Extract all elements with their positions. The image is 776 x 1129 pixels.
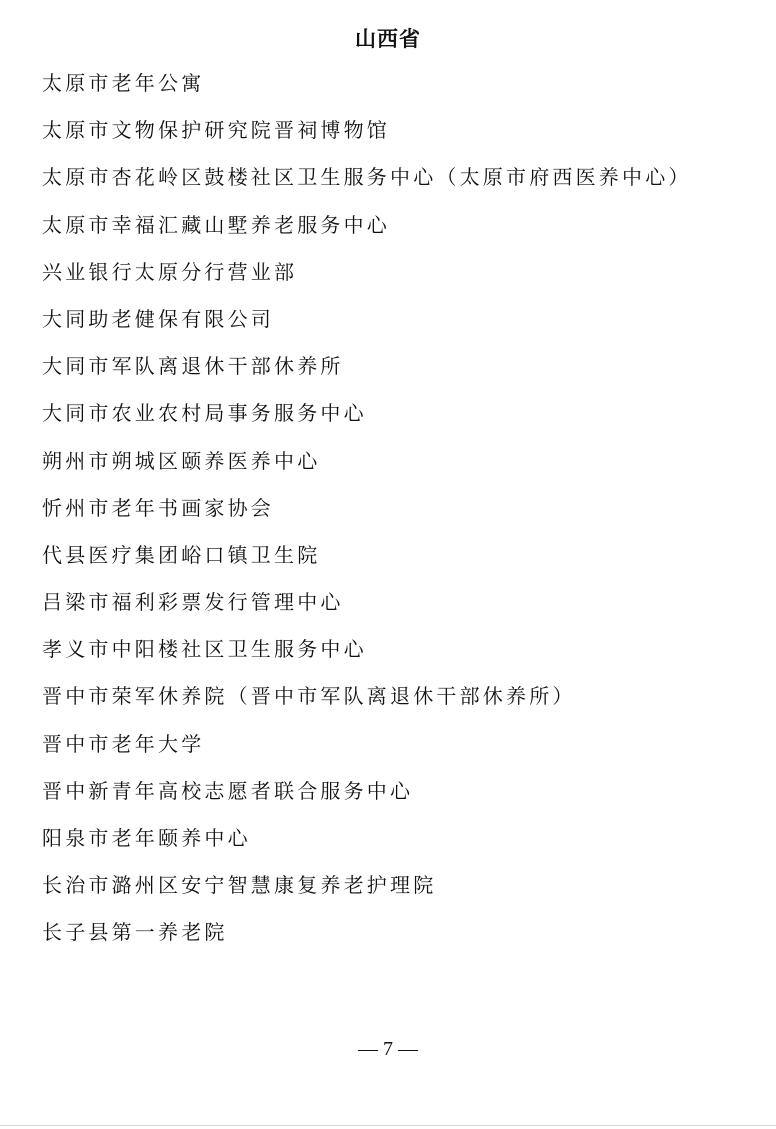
page-bottom-divider [0, 1125, 776, 1126]
list-item: 孝义市中阳楼社区卫生服务中心 [42, 637, 367, 662]
list-item: 大同助老健保有限公司 [42, 306, 274, 331]
list-item: 晋中市荣军休养院（晋中市军队离退休干部休养所） [42, 684, 576, 709]
list-item: 太原市杏花岭区鼓楼社区卫生服务中心（太原市府西医养中心） [42, 165, 692, 190]
list-item: 朔州市朔城区颐养医养中心 [42, 448, 321, 473]
list-item: 长子县第一养老院 [42, 920, 228, 945]
list-item: 太原市幸福汇藏山墅养老服务中心 [42, 212, 390, 237]
list-item: 吕梁市福利彩票发行管理中心 [42, 590, 344, 615]
list-item: 代县医疗集团峪口镇卫生院 [42, 542, 321, 567]
page-number: — 7 — [358, 1038, 418, 1060]
list-item: 兴业银行太原分行营业部 [42, 259, 298, 284]
page-title: 山西省 [355, 27, 421, 51]
organization-list [42, 64, 692, 961]
list-item: 晋中新青年高校志愿者联合服务中心 [42, 778, 414, 803]
list-item: 晋中市老年大学 [42, 731, 205, 756]
list-item: 大同市军队离退休干部休养所 [42, 354, 344, 379]
list-item: 长治市潞州区安宁智慧康复养老护理院 [42, 873, 437, 898]
list-item: 阳泉市老年颐养中心 [42, 826, 251, 850]
list-item: 太原市文物保护研究院晋祠博物馆 [42, 118, 390, 143]
list-item: 太原市老年公寓 [42, 71, 205, 95]
list-item: 大同市农业农村局事务服务中心 [42, 401, 367, 426]
list-item: 忻州市老年书画家协会 [42, 495, 274, 520]
